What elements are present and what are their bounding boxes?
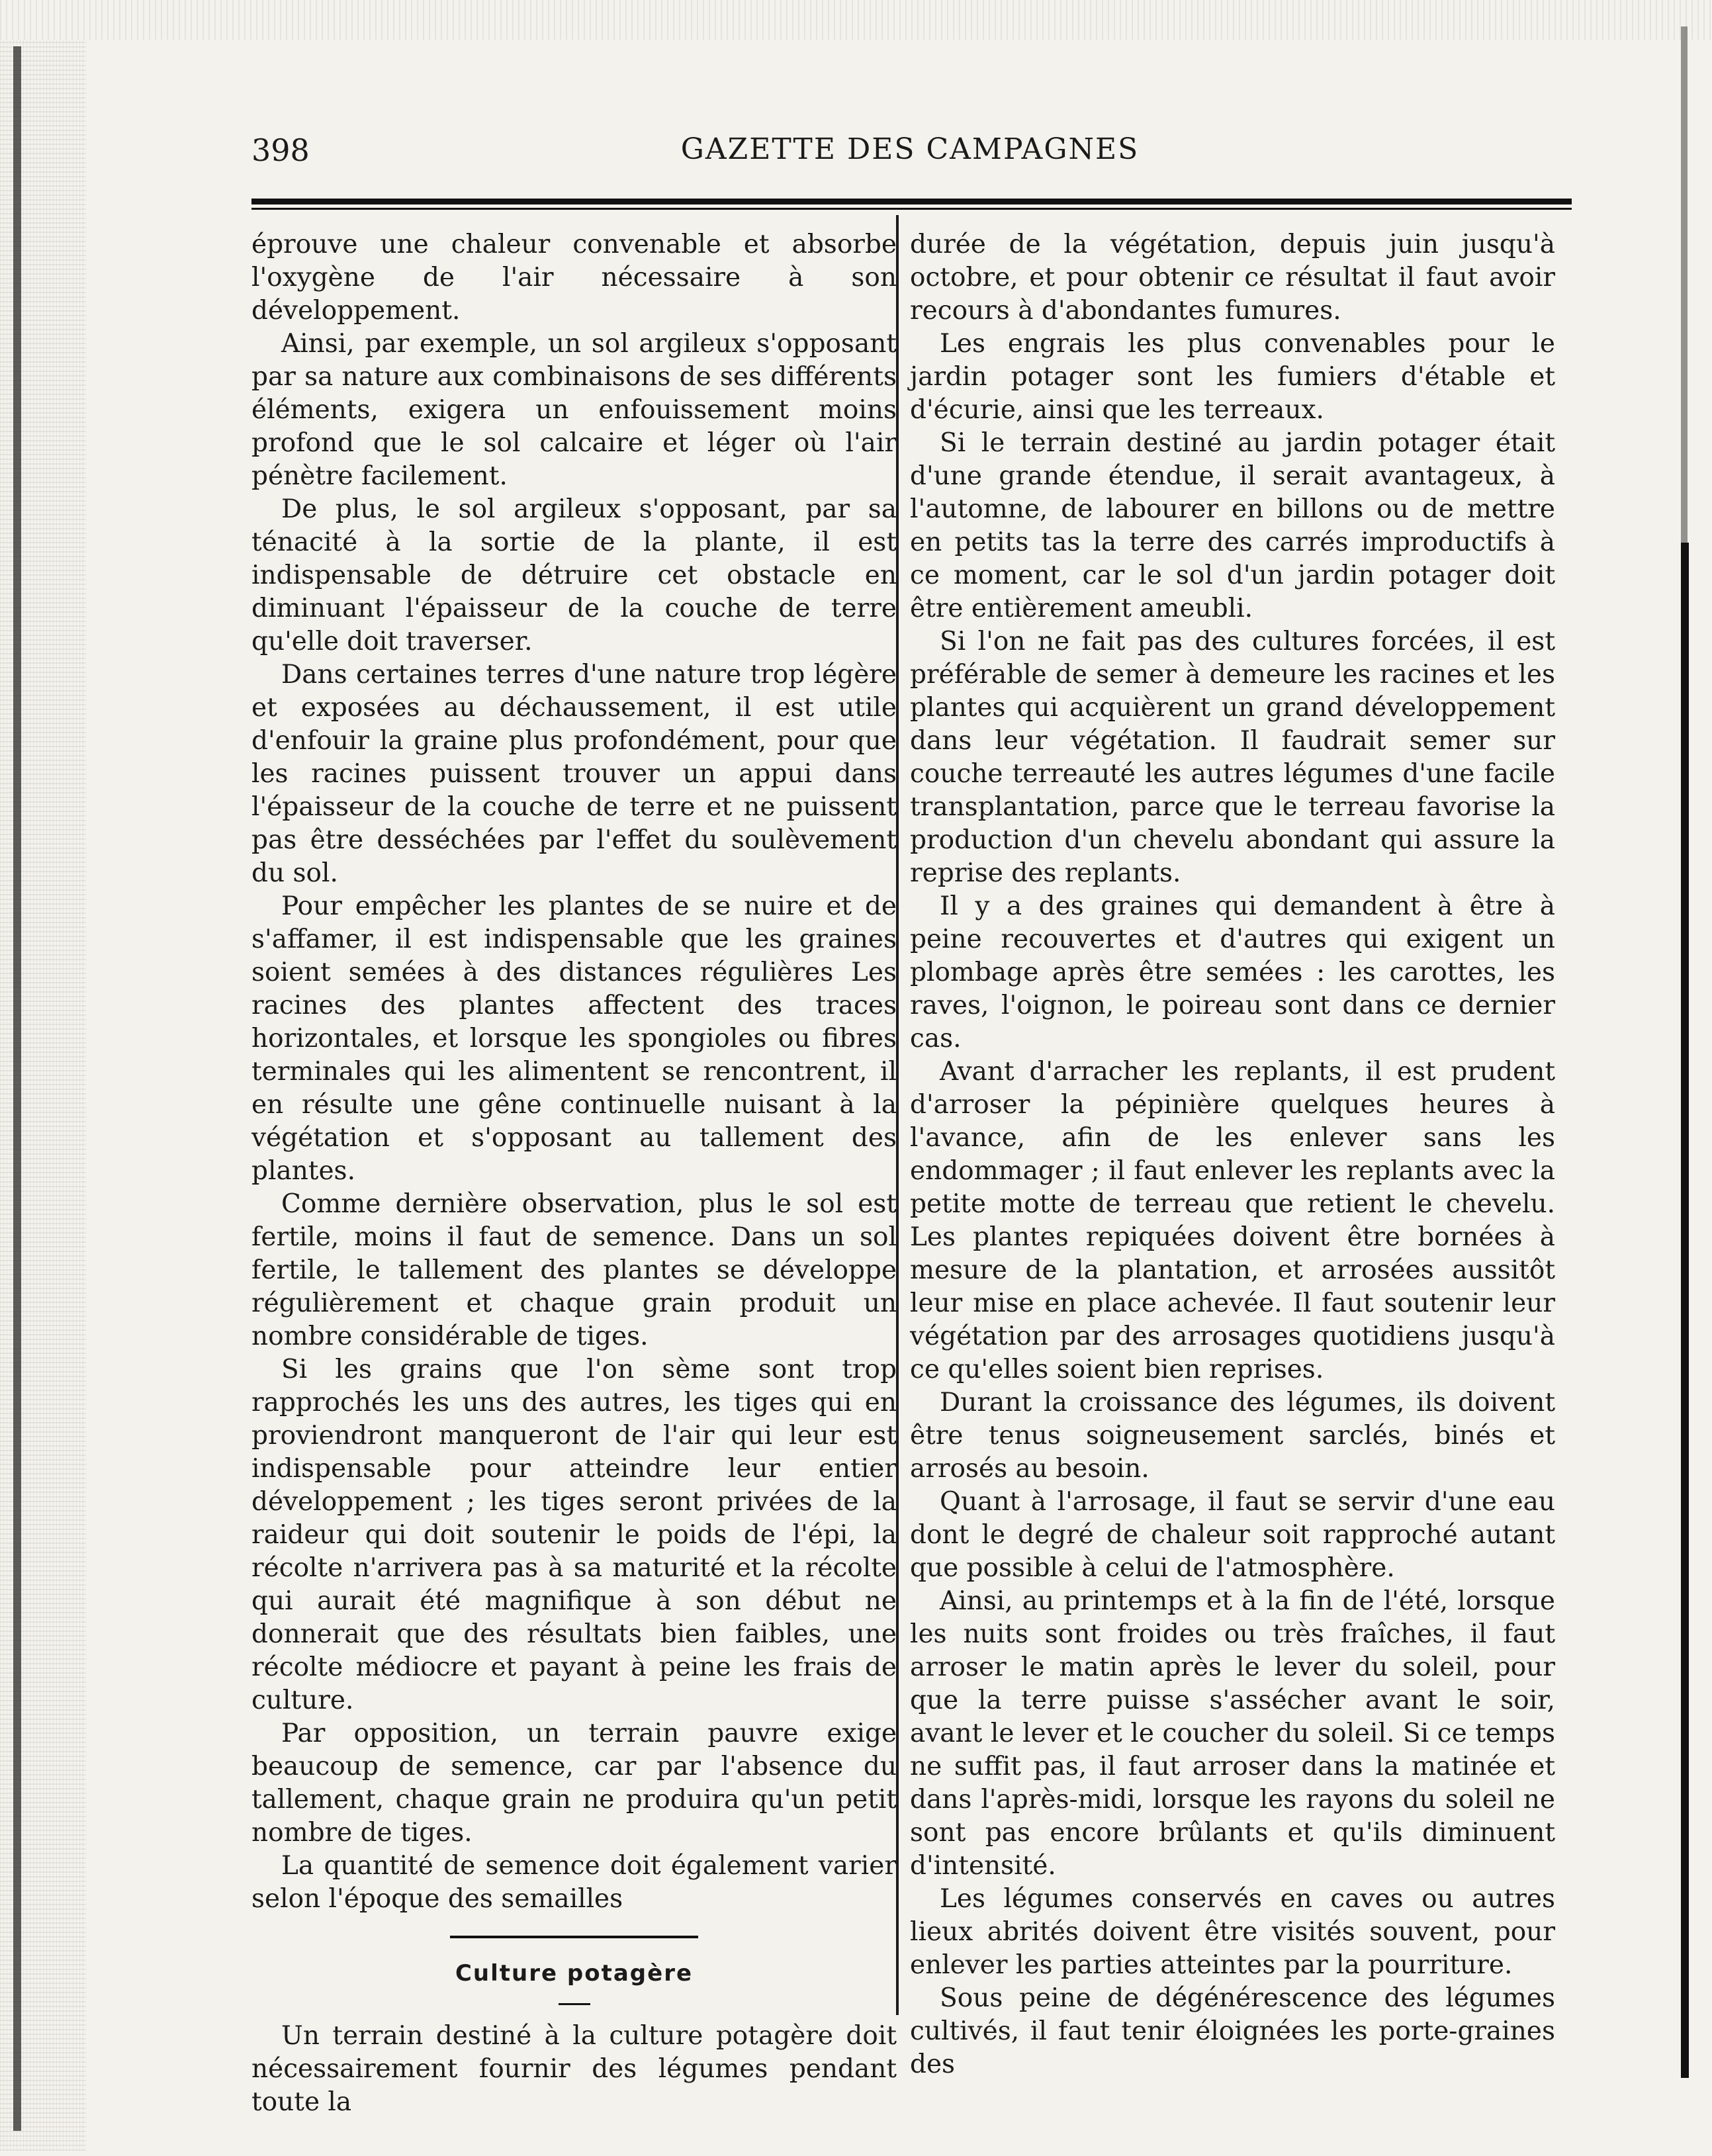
page-edge-right (1681, 543, 1689, 2078)
paragraph: Si le terrain destiné au jardin potager était d'une grande étendue, il serait avantageux, à l'automne, de labourer en billons ou de mettre en petits tas la terre des carrés improductifs à ce moment, car le sol d'un jardin potager doit être entièrement ameubli. (910, 428, 1555, 623)
paragraph: Les engrais les plus convenables pour le jardin potager sont les fumiers d'étable et d'écurie, ainsi que les terreaux. (910, 329, 1555, 425)
paragraph: La quantité de semence doit également varier selon l'époque des semailles (251, 1851, 897, 1914)
paragraph: Avant d'arracher les replants, il est prudent d'arroser la pépinière quelques heures à l'avance, afin de les enlever sans les endommager ; il faut enlever les replants avec la petite motte de terreau que retient le chevelu. Les plantes repiquées doivent être bornées à mesure de la plantation, et arrosées aussitôt leur mise en place achevée. Il faut soutenir leur végétation par des arrosages quotidiens jusqu'à ce qu'elles soient bien reprises. (910, 1057, 1555, 1384)
paragraph: Durant la croissance des légumes, ils doivent être tenus soigneusement sarclés, binés et arrosés au besoin. (910, 1388, 1555, 1484)
right-column (910, 228, 1555, 2081)
header-rule-thin (251, 208, 1572, 210)
paragraph: Un terrain destiné à la culture potagère doit nécessairement fournir des légumes pendant toute la (251, 2021, 897, 2117)
paragraph: Si les grains que l'on sème sont trop rapprochés les uns des autres, les tiges qui en proviendront manqueront de l'air qui leur est indispensable pour atteindre leur entier développement ; les tiges seront privées de la raideur qui doit soutenir le poids de l'épi, la récolte n'arrivera pas à sa maturité et la récolte qui aurait été magnifique à son début ne donnerait que des résultats bien faibles, une récolte médiocre et payant à peine les frais de culture. (251, 1355, 897, 1715)
section-rule-top (450, 1936, 698, 1938)
page-edge-left (13, 46, 21, 2131)
page-number: 398 (251, 132, 310, 168)
paragraph: De plus, le sol argileux s'opposant, par sa ténacité à la sortie de la plante, il est indispensable de détruire cet obstacle en diminuant l'épaisseur de la couche de terre qu'elle doit traverser. (251, 494, 897, 656)
header-rule-thick (251, 199, 1572, 204)
page-edge-right-top (1681, 26, 1688, 582)
paragraph: Quant à l'arrosage, il faut se servir d'une eau dont le degré de chaleur soit rapproché autant que possible à celui de l'atmosphère. (910, 1487, 1555, 1583)
paragraph: Pour empêcher les plantes de se nuire et de s'affamer, il est indispensable que les graines soient semées à des distances régulières Les racines des plantes affectent des traces horizontales, et lorsque les spongioles ou fibres terminales qui les alimentent se rencontrent, il en résulte une gêne continuelle nuisant à la végétation et s'opposant au tallement des plantes. (251, 891, 897, 1186)
running-title: GAZETTE DES CAMPAGNES (680, 132, 1140, 166)
section-rule-bottom (559, 2003, 590, 2005)
section-heading (251, 1936, 897, 2005)
paragraph: Ainsi, au printemps et à la fin de l'été, lorsque les nuits sont froides ou très fraîches, il faut arroser le matin après le lever du soleil, pour que la terre puisse s'assécher avant le soir, avant le lever et le coucher du soleil. Si ce temps ne suffit pas, il faut arroser dans la matinée et dans l'après-midi, lorsque les rayons du soleil ne sont pas encore brûlants et qu'ils diminuent d'intensité. (910, 1586, 1555, 1881)
paragraph: Dans certaines terres d'une nature trop légère et exposées au déchaussement, il est utile d'enfouir la graine plus profondément, pour que les racines puissent trouver un appui dans l'épaisseur de la couche de terre et ne puissent pas être desséchées par l'effet du soulèvement du sol. (251, 660, 897, 888)
paragraph: Sous peine de dégénérescence des légumes cultivés, il faut tenir éloignées les porte-graines des (910, 1983, 1555, 2079)
paragraph: Les légumes conservés en caves ou autres lieux abrités doivent être visités souvent, pour enlever les parties atteintes par la pourriture. (910, 1884, 1555, 1980)
scan-noise-top (0, 0, 1712, 40)
section-title: Culture potagère (455, 1960, 694, 1987)
paragraph: durée de la végétation, depuis juin jusqu'à octobre, et pour obtenir ce résultat il faut avoir recours à d'abondantes fumures. (910, 230, 1555, 326)
paragraph: Il y a des graines qui demandent à être à peine recouvertes et d'autres qui exigent un plombage après être semées : les carottes, les raves, l'oignon, le poireau sont dans ce dernier cas. (910, 891, 1555, 1054)
paragraph: Par opposition, un terrain pauvre exige beaucoup de semence, car par l'absence du tallement, chaque grain ne produira qu'un petit nombre de tiges. (251, 1719, 897, 1848)
paragraph: Ainsi, par exemple, un sol argileux s'opposant par sa nature aux combinaisons de ses différents éléments, exigera un enfouissement moins profond que le sol calcaire et léger où l'air pénètre facilement. (251, 329, 897, 491)
page-header (251, 132, 1568, 185)
paragraph: Si l'on ne fait pas des cultures forcées, il est préférable de semer à demeure les racines et les plantes qui acquièrent un grand développement dans leur végétation. Il faudrait semer sur couche terreauté les autres légumes d'une facile transplantation, parce que le terreau favorise la production d'un chevelu abondant qui assure la reprise des replants. (910, 627, 1555, 888)
paragraph: éprouve une chaleur convenable et absorbe l'oxygène de l'air nécessaire à son développement. (251, 230, 897, 326)
left-column (251, 228, 897, 2119)
paragraph: Comme dernière observation, plus le sol est fertile, moins il faut de semence. Dans un sol fertile, le tallement des plantes se développe régulièrement et chaque grain produit un nombre considérable de tiges. (251, 1189, 897, 1351)
